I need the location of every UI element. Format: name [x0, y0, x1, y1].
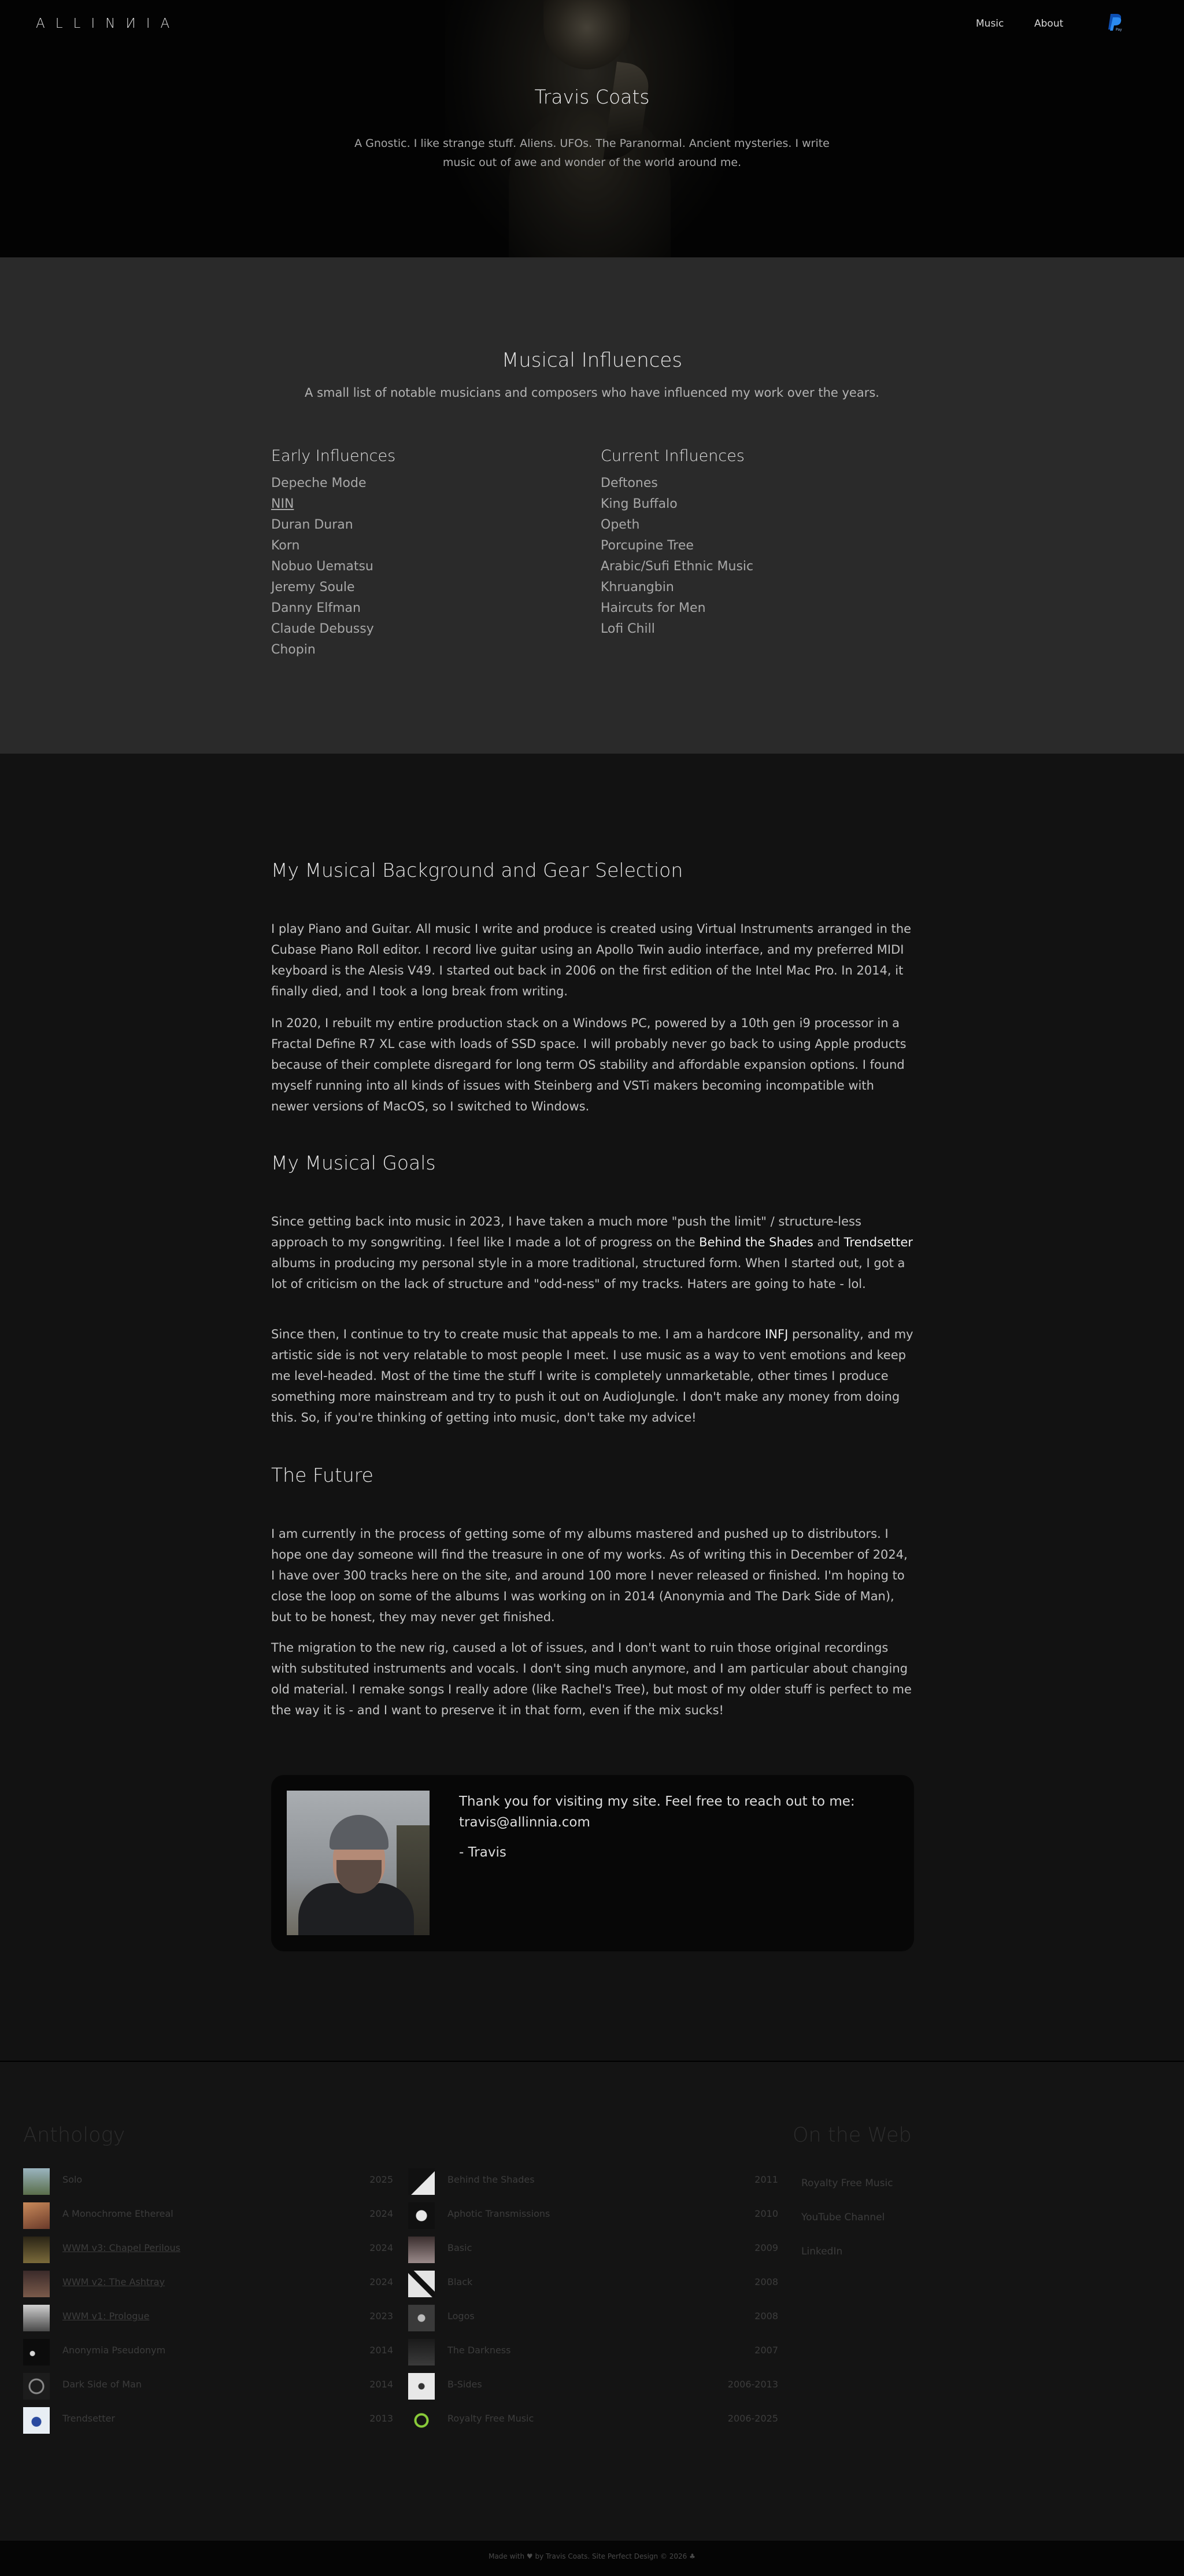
album-cover	[408, 2373, 435, 2400]
background-title: My Musical Background and Gear Selection	[271, 859, 683, 881]
album-link-trendsetter[interactable]: Trendsetter	[843, 1235, 913, 1249]
album-cover	[23, 2168, 50, 2195]
influence-item: Haircuts for Men	[601, 601, 706, 615]
hero-subtitle: A Gnostic. I like strange stuff. Aliens. UFOs. The Paranormal. Ancient mysteries. I write music out of awe and wonder of the world around me.	[354, 137, 830, 169]
influence-item: Chopin	[271, 643, 316, 657]
influence-item: Claude Debussy	[271, 622, 374, 636]
copyright-text: Made with ♥ by Travis Coats. Site Perfect Design © 2026 ♣	[489, 2552, 695, 2560]
album-item[interactable]: Behind the Shades 2011	[408, 2166, 778, 2200]
hero-section	[0, 0, 1184, 257]
album-item[interactable]: Solo 2025	[23, 2166, 393, 2200]
album-item[interactable]: Aphotic Transmissions 2010	[408, 2200, 778, 2234]
album-cover	[23, 2373, 50, 2400]
contact-card	[271, 1775, 914, 1951]
nav-music-link[interactable]: Music	[976, 18, 1004, 29]
site-footer	[0, 2061, 1184, 2541]
album-item[interactable]: Logos 2008	[408, 2302, 778, 2337]
album-item[interactable]: A Monochrome Ethereal 2024	[23, 2200, 393, 2234]
influence-item: Deftones	[601, 476, 658, 490]
influences-title: Musical Influences	[501, 349, 683, 372]
influence-item: Depeche Mode	[271, 476, 367, 490]
nav-about-link[interactable]: About	[1034, 18, 1064, 29]
early-influences	[271, 447, 560, 660]
contact-signature: - Travis	[459, 1845, 506, 1860]
album-list	[408, 2166, 778, 2439]
influence-item: Khruangbin	[601, 580, 674, 595]
future-paragraph: The migration to the new rig, caused a lot of issues, and I don't want to ruin those original recordings with substituted instruments and vocals. I don't sing much anymore, and I am particular about changing old material. I remake songs I really adore (like Rachel's Tree), but most of my older stuff is perfect to me the way it is - and I want to preserve it in that form, even if the mix sucks!	[271, 1641, 912, 1717]
influences-section	[0, 257, 1184, 754]
royalty-free-music-link[interactable]: Royalty Free Music	[801, 2178, 893, 2189]
album-item[interactable]: Basic 2009	[408, 2234, 778, 2268]
album-cover	[23, 2407, 50, 2434]
album-cover	[23, 2202, 50, 2229]
profile-photo	[287, 1791, 430, 1935]
early-influences-title: Early Influences	[271, 447, 396, 465]
album-cover	[23, 2339, 50, 2365]
svg-text:Pay: Pay	[1116, 28, 1122, 32]
album-cover	[408, 2271, 435, 2297]
album-item[interactable]: Royalty Free Music 2006-2025	[408, 2405, 778, 2439]
influence-item: Danny Elfman	[271, 601, 361, 615]
current-influences	[601, 447, 890, 640]
site-logo[interactable]: ALLINИIA	[36, 16, 180, 31]
influence-item: Korn	[271, 538, 300, 553]
album-cover	[408, 2202, 435, 2229]
album-cover	[23, 2271, 50, 2297]
album-item[interactable]: WWM v1: Prologue 2023	[23, 2302, 393, 2337]
album-item[interactable]: Anonymia Pseudonym 2014	[23, 2337, 393, 2371]
contact-message: Thank you for visiting my site. Feel free to reach out to me:	[459, 1794, 855, 1809]
album-cover	[408, 2407, 435, 2434]
on-the-web-title: On the Web	[793, 2124, 912, 2147]
influences-subtitle: A small list of notable musicians and composers who have influenced my work over the years.	[305, 386, 879, 400]
album-item[interactable]: The Darkness 2007	[408, 2337, 778, 2371]
influence-item[interactable]: NIN	[271, 497, 294, 511]
album-item[interactable]: B-Sides 2006-2013	[408, 2371, 778, 2405]
contact-email[interactable]: travis@allinnia.com	[459, 1815, 590, 1830]
album-cover	[408, 2305, 435, 2331]
album-cover	[23, 2237, 50, 2263]
background-paragraph: I play Piano and Guitar. All music I write and produce is created using Virtual Instruments arranged in the Cubase Piano Roll editor. I record live guitar using an Apollo Twin audio interface, and my preferred MIDI keyboard is the Alesis V49. I started out back in 2006 on the first edition of the Intel Mac Pro. In 2014, it finally died, and I took a long break from writing.	[271, 922, 912, 998]
contact-text	[459, 1791, 898, 1863]
album-link-behind-the-shades[interactable]: Behind the Shades	[699, 1235, 813, 1249]
album-item[interactable]: WWM v2: The Ashtray 2024	[23, 2268, 393, 2302]
album-cover	[408, 2168, 435, 2195]
influence-item: Porcupine Tree	[601, 538, 694, 553]
future-paragraph: I am currently in the process of getting some of my albums mastered and pushed up to distributors. I hope one day someone will find the treasure in one of my works. As of writing this in December of 2024, I have over 300 tracks here on the site, and around 100 more I never released or finished. I'm hoping to close the loop on some of the albums I was working on in 2014 (Anonymia and The Dark Side of Man), but to be honest, they may never get finished.	[271, 1527, 908, 1624]
influence-item: Duran Duran	[271, 518, 353, 532]
about-article	[0, 754, 1184, 2061]
influence-item: Nobuo Uematsu	[271, 559, 373, 574]
album-cover	[23, 2305, 50, 2331]
album-list	[23, 2166, 393, 2439]
youtube-channel-link[interactable]: YouTube Channel	[801, 2212, 885, 2223]
background-paragraph: In 2020, I rebuilt my entire production stack on a Windows PC, powered by a 10th gen i9 processor in a Fractal Define R7 XL case with loads of SSD space. I will probably never go back to using Apple products because of their complete disregard for long term OS stability and affordable expansion options. I found myself running into all kinds of issues with Steinberg and VSTi makers becoming incompatible with newer versions of MacOS, so I switched to Windows.	[271, 1016, 906, 1113]
influence-item: Lofi Chill	[601, 622, 655, 636]
goals-title: My Musical Goals	[271, 1152, 436, 1174]
influence-item: Opeth	[601, 518, 640, 532]
album-cover	[408, 2339, 435, 2365]
influence-item: King Buffalo	[601, 497, 678, 511]
copyright-bar	[0, 2541, 1184, 2576]
goals-paragraph: Since getting back into music in 2023, I have taken a much more "push the limit" / structure-less approach to my songwriting. I feel like I made a lot of progress on the Behind the Shades and Trendsetter albums in producing my personal style in a more traditional, structured form. When I started out, I got a lot of criticism on the lack of structure and "odd-ness" of my tracks. Haters are going to hate - lol.	[271, 1215, 913, 1291]
goals-paragraph: Since then, I continue to try to create music that appeals to me. I am a hardcore INFJ personality, and my artistic side is not very relatable to most people I meet. I use music as a way to vent emotions and keep me level-headed. Most of the time the stuff I write is completely unmarketable, other times I produce something more mainstream and try to push it out on AudioJungle. I don't make any money from doing this. So, if you're thinking of getting into music, don't take my advice!	[271, 1327, 913, 1424]
influence-item: Jeremy Soule	[271, 580, 355, 595]
linkedin-link[interactable]: LinkedIn	[801, 2246, 843, 2257]
album-item[interactable]: Dark Side of Man 2014	[23, 2371, 393, 2405]
paypal-icon[interactable]	[1106, 13, 1123, 32]
anthology-title: Anthology	[23, 2124, 125, 2147]
album-item[interactable]: Black 2008	[408, 2268, 778, 2302]
album-item[interactable]: WWM v3: Chapel Perilous 2024	[23, 2234, 393, 2268]
current-influences-title: Current Influences	[601, 447, 745, 465]
hero-title: Travis Coats	[534, 86, 650, 108]
album-item[interactable]: Trendsetter 2013	[23, 2405, 393, 2439]
web-links	[801, 2178, 893, 2280]
infj-highlight: INFJ	[765, 1327, 789, 1341]
influence-item: Arabic/Sufi Ethnic Music	[601, 559, 754, 574]
album-cover	[408, 2237, 435, 2263]
future-title: The Future	[271, 1464, 373, 1486]
